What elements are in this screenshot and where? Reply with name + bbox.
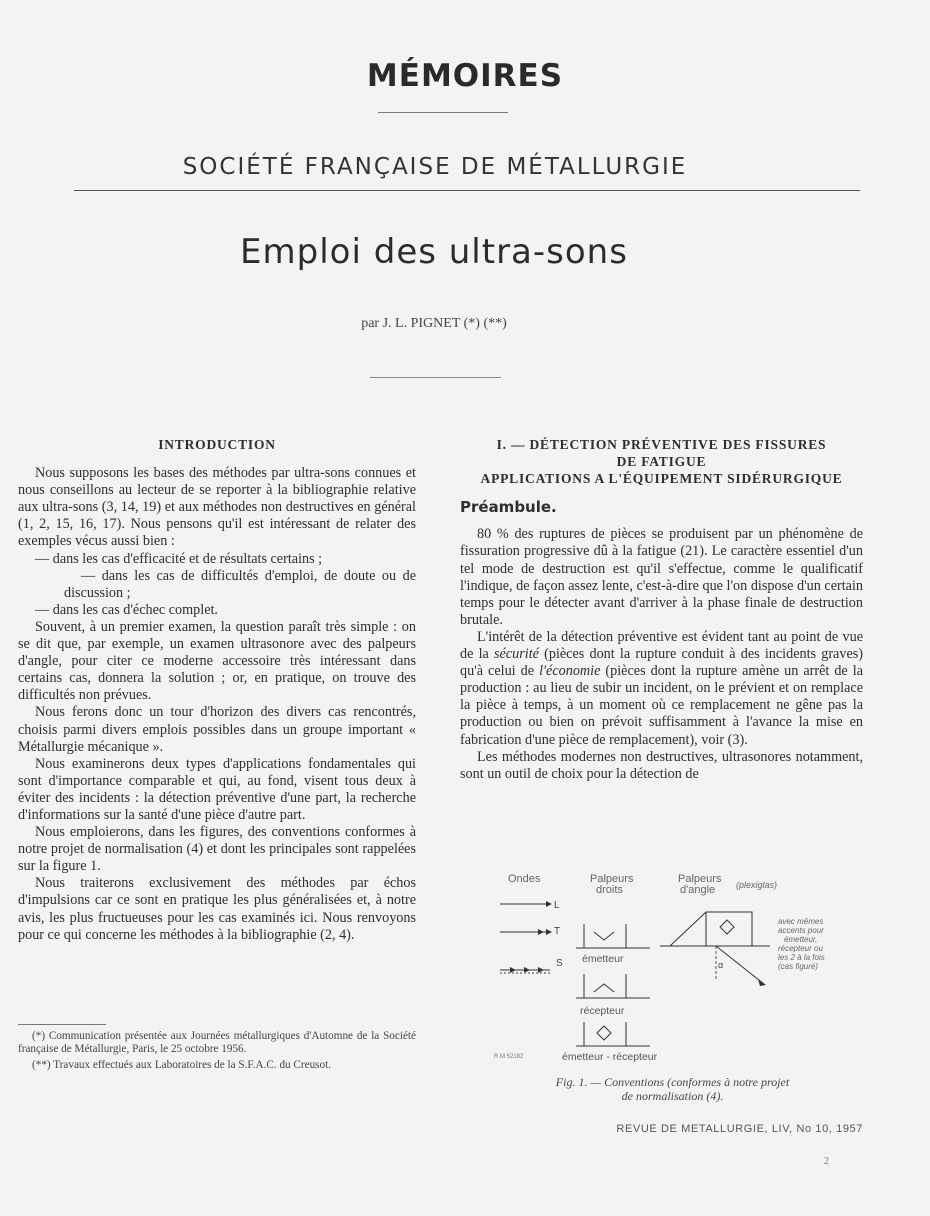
figure-label: Ondes	[508, 873, 541, 885]
journal-reference: REVUE DE METALLURGIE, LIV, No 10, 1957	[616, 1123, 863, 1135]
page-number: 2	[824, 1156, 829, 1167]
figure-caption: Fig. 1. — Conventions (conformes à notre projet de normalisation (4).	[555, 1075, 790, 1103]
wave-label: L	[554, 900, 560, 911]
wave-label: S	[556, 958, 563, 969]
section-title: MÉMOIRES	[366, 58, 564, 94]
probe-note	[778, 917, 825, 971]
figure-label: Palpeurs	[590, 873, 634, 885]
probe-label: émetteur - récepteur	[562, 1051, 658, 1063]
svg-text:les 2 à la fois: les 2 à la fois	[778, 953, 825, 962]
emitter-receiver-mark	[597, 1026, 611, 1040]
angle-probe	[670, 912, 752, 946]
svg-text:émetteur,: émetteur,	[784, 935, 818, 944]
list-item: — dans les cas de difficultés d'emploi, de doute ou de discussion ;	[64, 567, 416, 601]
footnote-divider	[18, 1024, 106, 1025]
list-item: — dans les cas d'échec complet.	[35, 601, 218, 618]
angle-symbol: α	[718, 960, 724, 970]
section-heading: I. — DÉTECTION PRÉVENTIVE DES FISSURES	[496, 437, 827, 452]
right-column	[460, 436, 863, 783]
paragraph: Souvent, à un premier examen, la question paraît très simple : on se dit que, par exemple, un examen ultrasonore avec des palpeurs d'angle, pour citer ce moderne accessoire très intéressant dans certains cas, donnera la solution ; or, en pratique, on trouve des difficultés non prévues.	[18, 618, 416, 704]
figure-label: Palpeurs	[678, 873, 722, 885]
paragraph: Nous ferons donc un tour d'horizon des divers cas rencontrés, choisis parmi divers emplois possibles dans un groupe important « Métallurgie mécanique ».	[18, 704, 416, 755]
paragraph: Nous emploierons, dans les figures, des conventions conformes à notre projet de normalisation (4) et dont les principales sont rappelées sur la figure 1.	[18, 824, 416, 875]
divider	[370, 377, 501, 378]
section-heading: DE FATIGUE	[616, 454, 707, 470]
figure-label: droits	[596, 884, 623, 896]
paragraph: 80 % des ruptures de pièces se produisent par un phénomène de fissuration progressive dû à la fatigue (21). Le caractère essentiel d'un tel mode de destruction est qu'il s'effectue, comme le qualificatif l'indique, de façon assez lente, c'est-à-dire que l'on dispose d'un certain temps pour le détecter avant d'arriver à la phase finale de destruction brutale.	[460, 526, 863, 628]
emitter-mark	[594, 932, 614, 940]
paragraph: Les méthodes modernes non destructives, ultrasonores notamment, sont un outil de choix pour la détection de	[460, 748, 863, 782]
probe-label: émetteur	[582, 953, 624, 965]
svg-text:(cas figuré): (cas figuré)	[778, 962, 819, 971]
figure-label: (plexiglas)	[736, 880, 778, 890]
article-title: Emploi des ultra-sons	[240, 232, 628, 272]
subheading: Préambule.	[460, 498, 557, 517]
receiver-mark	[594, 984, 614, 992]
paragraph: Nous examinerons deux types d'applications fondamentales qui sont d'importance comparable et qui, au fond, visent tous deux à éviter des incidents : la détection préventive d'une part, la recherche d'informations sur la santé d'une pièce d'autre part.	[18, 755, 416, 823]
left-column	[18, 436, 416, 944]
divider	[378, 112, 508, 113]
svg-text:avec mêmes: avec mêmes	[778, 917, 824, 926]
figure-conventions	[480, 862, 865, 1072]
footnote: (**) Travaux effectués aux Laboratoires de la S.F.A.C. du Creusot.	[32, 1059, 332, 1072]
footnotes	[18, 1030, 416, 1076]
footnote: (*) Communication présentée aux Journées métallurgiques d'Automne de la Société française de Métallurgie, Paris, le 25 octobre 1956.	[18, 1030, 416, 1055]
svg-text:accents pour: accents pour	[778, 926, 824, 935]
paragraph: Nous traiterons exclusivement des méthodes par échos d'impulsions car ce sont en pratique les plus généralisées et, à notre avis, les plus fructueuses pour les cas examinés ici. Nous renvoyons pour ce qui concerne les méthodes à la bibliographie (2, 4).	[18, 875, 416, 943]
list-item: — dans les cas d'efficacité et de résultats certains ;	[35, 550, 323, 567]
figure-ref: R M 52182	[494, 1054, 524, 1060]
wave-label: T	[554, 926, 561, 937]
section-heading: INTRODUCTION	[158, 437, 276, 452]
probe-label: récepteur	[580, 1005, 625, 1017]
society-name: SOCIÉTÉ FRANÇAISE DE MÉTALLURGIE	[182, 154, 688, 180]
section-heading: APPLICATIONS A L'ÉQUIPEMENT SIDÉRURGIQUE	[480, 471, 843, 487]
byline: par J. L. PIGNET (*) (**)	[361, 316, 507, 331]
figure-label: d'angle	[680, 884, 716, 896]
svg-text:récepteur ou: récepteur ou	[778, 944, 823, 953]
divider	[74, 190, 860, 191]
paragraph: L'intérêt de la détection préventive est évident tant au point de vue de la sécurité (pièces dont la rupture conduit à des incidents graves) qu'à celui de l'économie (pièces dont la rupture amène un arrêt de la production : au lieu de subir un incident, on le prévient et on remplace la pièce à temps, à un moment où ce remplacement ne gêne pas la production ou bien on prévoit suffisamment à l'avance la mise en fabrication d'une pièce de remplacement), voir (3).	[460, 628, 863, 748]
paragraph: Nous supposons les bases des méthodes par ultra-sons connues et nous conseillons au lecteur de se reporter à la bibliographie relative aux ultra-sons (3, 14, 19) et aux méthodes non destructives en général (1, 2, 15, 16, 17). Nous pensons qu'il est intéressant de relater des exemples vécus aussi bien :	[18, 465, 416, 550]
